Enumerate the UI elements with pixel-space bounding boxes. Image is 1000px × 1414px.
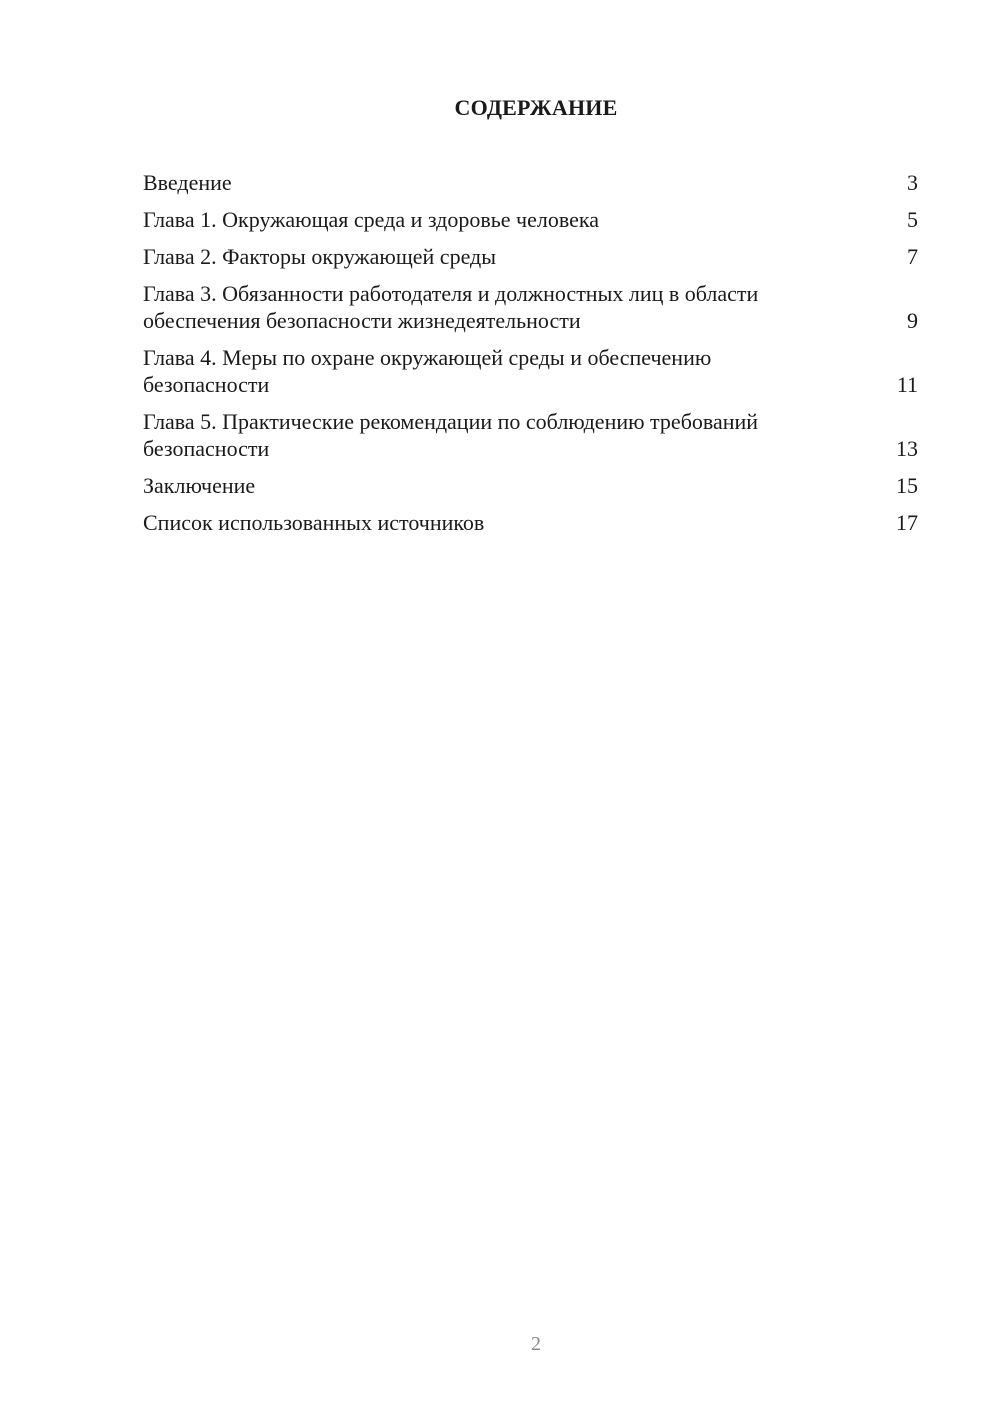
toc-entry-conclusion [143, 472, 918, 499]
toc-entry-page: 11 [896, 372, 918, 397]
table-of-contents [143, 169, 918, 546]
toc-entry-references [143, 509, 918, 536]
toc-entry-page: 15 [896, 473, 918, 498]
toc-entry-title: Глава 1. Окружающая среда и здоровье человека [143, 207, 599, 232]
page-number: 2 [531, 1333, 541, 1355]
toc-entry-page: 13 [896, 436, 918, 461]
toc-entry-chapter-3 [143, 280, 918, 334]
toc-entry-title: Заключение [143, 473, 256, 498]
toc-entry-chapter-5 [143, 408, 918, 462]
toc-entry-page: 7 [907, 244, 918, 269]
toc-entry-title: Глава 5. Практические рекомендации по соблюдению требований безопасности [143, 409, 759, 461]
toc-entry-page: 3 [907, 170, 918, 195]
toc-entry-title: Глава 2. Факторы окружающей среды [143, 244, 497, 269]
toc-entry-title: Глава 4. Меры по охране окружающей среды и обеспечению безопасности [143, 345, 712, 397]
toc-entry-page: 9 [907, 308, 918, 333]
toc-entry-introduction [143, 169, 918, 196]
toc-entry-title: Глава 3. Обязанности работодателя и должностных лиц в области обеспечения безопасности жизнедеятельности [143, 281, 759, 333]
toc-heading: СОДЕРЖАНИЕ [454, 95, 618, 120]
toc-entry-chapter-1 [143, 206, 918, 233]
toc-entry-title: Введение [143, 170, 232, 195]
toc-entry-chapter-4 [143, 344, 918, 398]
toc-entry-title: Список использованных источников [143, 510, 485, 535]
toc-entry-page: 17 [896, 510, 918, 535]
toc-entry-page: 5 [907, 207, 918, 232]
toc-entry-chapter-2 [143, 243, 918, 270]
